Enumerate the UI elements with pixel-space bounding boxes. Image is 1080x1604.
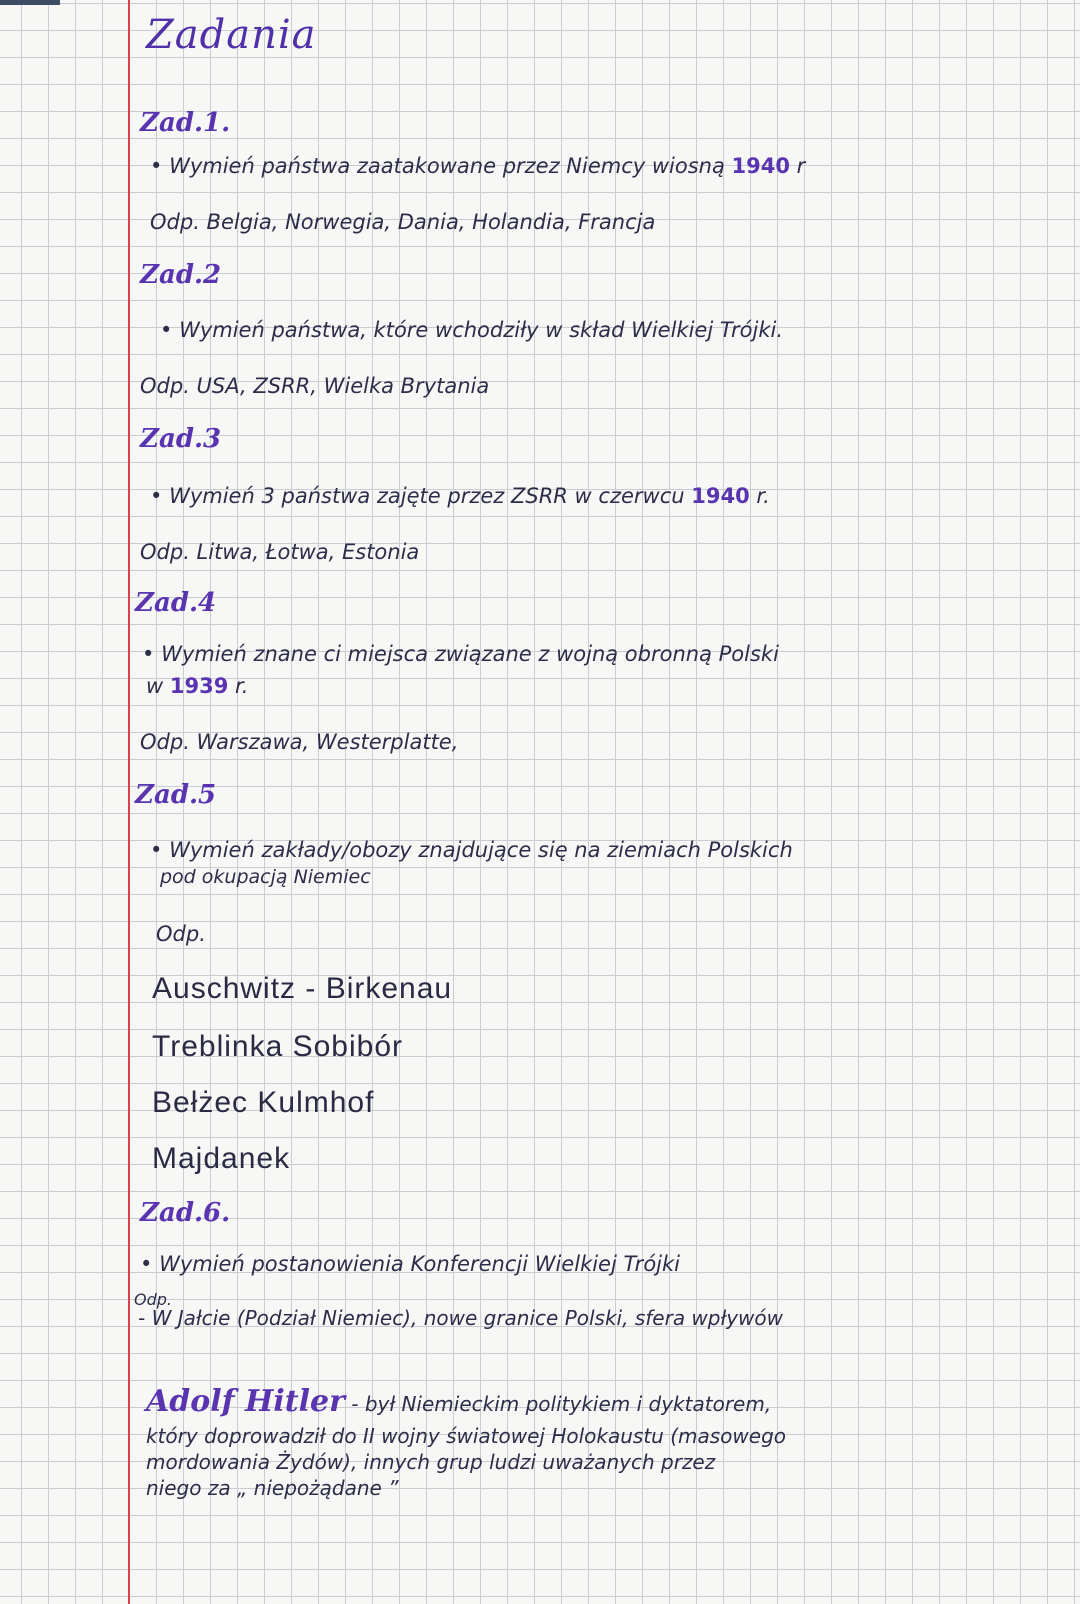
bullet-icon: • — [150, 484, 163, 508]
task-2-heading: Zad.2 — [140, 260, 222, 290]
page-title: Zadania — [146, 12, 317, 58]
task-6-answer-label: Odp. — [134, 1290, 172, 1309]
bullet-icon: • — [150, 154, 163, 178]
task-6-answer: - W Jałcie (Podział Niemiec), nowe granice Polski, sfera wpływów — [138, 1306, 784, 1330]
bullet-icon: • — [150, 838, 163, 862]
task-4-heading: Zad.4 — [135, 588, 217, 618]
task-5-answer-label: Odp. — [156, 922, 206, 946]
task-1-answer: Odp. Belgia, Norwegia, Dania, Holandia, Francja — [150, 210, 656, 234]
hitler-line-2: który doprowadził do II wojny światowej Holokaustu (masowego — [146, 1424, 786, 1448]
hitler-line-3: mordowania Żydów), innych grup ludzi uważanych przez — [146, 1450, 716, 1474]
task-2-question: • Wymień państwa, które wchodziły w skład Wielkiej Trójki. — [160, 318, 784, 342]
task-6-heading: Zad.6. — [140, 1198, 231, 1228]
task-1-question: • Wymień państwa zaatakowane przez Niemcy wiosną 1940 r — [150, 154, 806, 178]
task-3-question: • Wymień 3 państwa zajęte przez ZSRR w czerwcu 1940 r. — [150, 484, 770, 508]
task-4-question-line2: w 1939 r. — [146, 674, 249, 698]
task-4-question: • Wymień znane ci miejsca związane z wojną obronną Polski — [142, 642, 779, 666]
task-6-question: • Wymień postanowienia Konferencji Wielkiej Trójki — [140, 1252, 680, 1276]
task-3-answer: Odp. Litwa, Łotwa, Estonia — [140, 540, 420, 564]
task-5-question-line2: pod okupacją Niemiec — [160, 866, 371, 888]
task-1-heading: Zad.1. — [140, 108, 231, 138]
camp-list-item: Bełżec Kulmhof — [152, 1086, 375, 1119]
task-5-heading: Zad.5 — [135, 780, 217, 810]
camp-list-item: Treblinka Sobibór — [152, 1030, 404, 1063]
margin-line — [128, 0, 130, 1604]
task-4-answer: Odp. Warszawa, Westerplatte, — [140, 730, 459, 754]
task-5-question: • Wymień zakłady/obozy znajdujące się na ziemiach Polskich — [150, 838, 793, 862]
hitler-line-1: Adolf Hitler - był Niemieckim politykiem i dyktatorem, — [146, 1384, 772, 1419]
camp-list-item: Auschwitz - Birkenau — [152, 972, 453, 1005]
hitler-name: Adolf Hitler — [146, 1384, 345, 1419]
task-3-heading: Zad.3 — [140, 424, 222, 454]
bullet-icon: • — [140, 1252, 153, 1276]
bullet-icon: • — [160, 318, 173, 342]
camp-list-item: Majdanek — [152, 1142, 291, 1175]
top-edge-mark — [0, 0, 60, 5]
bullet-icon: • — [142, 642, 155, 666]
hitler-line-4: niego za „ niepożądane ” — [146, 1476, 399, 1500]
task-2-answer: Odp. USA, ZSRR, Wielka Brytania — [140, 374, 490, 398]
